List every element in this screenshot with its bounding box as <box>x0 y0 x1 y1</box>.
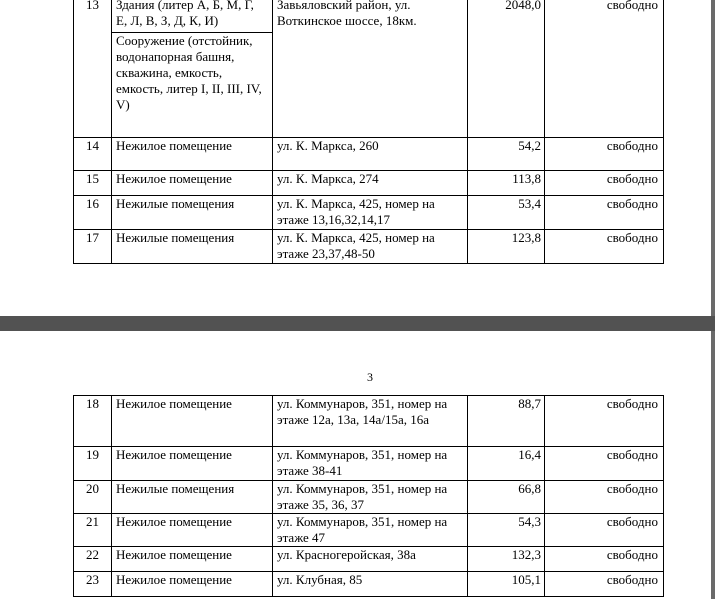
status: свободно <box>545 0 664 138</box>
row-number: 20 <box>74 481 112 514</box>
area: 132,3 <box>468 547 545 572</box>
area: 123,8 <box>468 230 545 264</box>
status: свободно <box>545 171 664 196</box>
object-name: Нежилое помещение <box>112 547 273 572</box>
area: 16,4 <box>468 447 545 481</box>
table-row <box>74 481 664 514</box>
table-row <box>74 171 664 196</box>
area: 113,8 <box>468 171 545 196</box>
address: ул. К. Маркса, 425, номер на этаже 13,16,32,14,17 <box>273 196 468 230</box>
area: 54,2 <box>468 138 545 171</box>
row-number: 22 <box>74 547 112 572</box>
address: Завьяловский район, ул. Воткинское шоссе, 18км. <box>273 0 468 138</box>
address: ул. Клубная, 85 <box>273 572 468 597</box>
table-row <box>74 0 664 138</box>
document-page-bottom <box>0 331 715 599</box>
object-name: Нежилые помещения <box>112 196 273 230</box>
property-table-top <box>73 0 664 264</box>
address: ул. Красногеройская, 38а <box>273 547 468 572</box>
page-separator <box>0 316 715 332</box>
address: ул. Коммунаров, 351, номер на этаже 47 <box>273 514 468 547</box>
status: свободно <box>545 547 664 572</box>
area: 53,4 <box>468 196 545 230</box>
row-number: 16 <box>74 196 112 230</box>
area: 88,7 <box>468 396 545 447</box>
scroll-edge <box>711 0 715 316</box>
area: 105,1 <box>468 572 545 597</box>
table-row <box>74 572 664 597</box>
area: 2048,0 <box>468 0 545 138</box>
row-number: 21 <box>74 514 112 547</box>
row-number: 15 <box>74 171 112 196</box>
area: 66,8 <box>468 481 545 514</box>
table-row <box>74 196 664 230</box>
area: 54,3 <box>468 514 545 547</box>
status: свободно <box>545 230 664 264</box>
object-name: Нежилое помещение <box>112 572 273 597</box>
object-name-secondary: Сооружение (отстойник, водонапорная башня, скважина, емкость, емкость, литер I, II, III, IV, V) <box>112 32 272 113</box>
object-name: Нежилое помещение <box>112 138 273 171</box>
object-name: Нежилые помещения <box>112 481 273 514</box>
address: ул. Коммунаров, 351, номер на этаже 12а, 13а, 14а/15а, 16а <box>273 396 468 447</box>
object-name-cell <box>112 0 273 138</box>
object-name: Нежилое помещение <box>112 171 273 196</box>
page-number: 3 <box>367 370 373 384</box>
scroll-edge <box>711 331 715 599</box>
table-row <box>74 547 664 572</box>
table-row <box>74 138 664 171</box>
status: свободно <box>545 196 664 230</box>
object-name: Нежилые помещения <box>112 230 273 264</box>
row-number: 17 <box>74 230 112 264</box>
address: ул. Коммунаров, 351, номер на этаже 38-41 <box>273 447 468 481</box>
row-number: 18 <box>74 396 112 447</box>
object-name: Нежилое помещение <box>112 396 273 447</box>
status: свободно <box>545 447 664 481</box>
row-number: 19 <box>74 447 112 481</box>
table-row <box>74 514 664 547</box>
table-row <box>74 230 664 264</box>
table-row <box>74 447 664 481</box>
status: свободно <box>545 138 664 171</box>
status: свободно <box>545 572 664 597</box>
object-name: Здания (литер А, Б, М, Г, Е, Л, В, З, Д, К, И) <box>116 0 254 28</box>
object-name: Нежилое помещение <box>112 514 273 547</box>
row-number: 13 <box>74 0 112 138</box>
status: свободно <box>545 481 664 514</box>
address: ул. Коммунаров, 351, номер на этаже 35, 36, 37 <box>273 481 468 514</box>
property-table-bottom <box>73 395 664 597</box>
status: свободно <box>545 514 664 547</box>
object-name: Нежилое помещение <box>112 447 273 481</box>
address: ул. К. Маркса, 260 <box>273 138 468 171</box>
address: ул. К. Маркса, 274 <box>273 171 468 196</box>
table-row <box>74 396 664 447</box>
status: свободно <box>545 396 664 447</box>
address: ул. К. Маркса, 425, номер на этаже 23,37,48-50 <box>273 230 468 264</box>
row-number: 14 <box>74 138 112 171</box>
row-number: 23 <box>74 572 112 597</box>
